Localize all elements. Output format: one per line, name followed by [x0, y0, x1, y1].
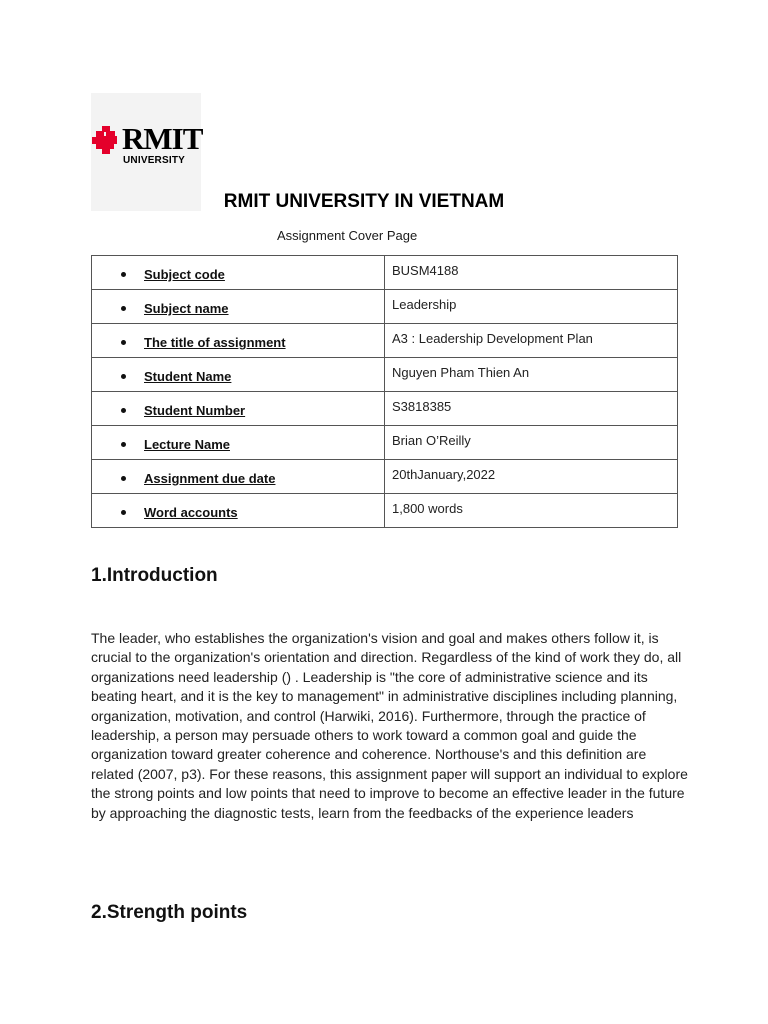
- document-title: RMIT UNIVERSITY IN VIETNAM: [223, 191, 505, 212]
- field-value: Nguyen Pham Thien An: [392, 365, 530, 380]
- field-label: The title of assignment: [144, 335, 286, 350]
- field-label: Student Name: [144, 369, 232, 384]
- logo-subtext: UNIVERSITY: [123, 155, 186, 166]
- field-label: Lecture Name: [144, 437, 230, 452]
- section-heading-introduction: 1.Introduction: [91, 565, 218, 586]
- rmit-pixel-mark-icon: [92, 126, 122, 156]
- bullet-icon: [121, 442, 126, 447]
- document-subtitle: Assignment Cover Page: [277, 228, 418, 243]
- bullet-icon: [121, 476, 126, 481]
- bullet-icon: [121, 374, 126, 379]
- field-value: A3 : Leadership Development Plan: [392, 331, 593, 346]
- cover-info-table: [91, 255, 678, 528]
- introduction-paragraph: The leader, who establishes the organization's vision and goal and makes others follow it, is crucial to the organization's orientation and direction. Regardless of the kind of work they do, all organizations need leadership () . Leadership is "the core of administrative science and its beating heart, and it is the key to management" in administrative disciplines including planning, organization, motivation, and control (Harwiki, 2016). Furthermore, through the practice of leadership, a person may persuade others to work toward a common goal and guide the organization toward greater coherence and coherence. Northouse's and this definition are related (2007, p3). For these reasons, this assignment paper will support an individual to explore the strong points and low points that need to improve to become an effective leader in the future by approaching the diagnostic tests, learn from the feedbacks of the experience leaders: [91, 630, 688, 821]
- bullet-icon: [121, 408, 126, 413]
- bullet-icon: [121, 272, 126, 277]
- table-row: [92, 256, 678, 290]
- field-label: Subject code: [144, 267, 225, 282]
- field-value: BUSM4188: [392, 263, 459, 278]
- field-label: Student Number: [144, 403, 246, 418]
- bullet-icon: [121, 306, 126, 311]
- field-value: Brian O’Reilly: [392, 433, 471, 448]
- table-row: [92, 324, 678, 358]
- table-row: [92, 460, 678, 494]
- logo-wordmark: RMIT: [122, 121, 203, 156]
- table-row: [92, 426, 678, 460]
- field-label: Subject name: [144, 301, 229, 316]
- field-value: 20thJanuary,2022: [392, 467, 496, 482]
- field-label: Word accounts: [144, 505, 238, 520]
- bullet-icon: [121, 510, 126, 515]
- bullet-icon: [121, 340, 126, 345]
- table-row: [92, 290, 678, 324]
- field-value: 1,800 words: [392, 501, 463, 516]
- section-heading-strength-points: 2.Strength points: [91, 902, 248, 923]
- table-row: [92, 494, 678, 528]
- table-row: [92, 392, 678, 426]
- field-label: Assignment due date: [144, 471, 276, 486]
- field-value: S3818385: [392, 399, 452, 414]
- table-row: [92, 358, 678, 392]
- field-value: Leadership: [392, 297, 457, 312]
